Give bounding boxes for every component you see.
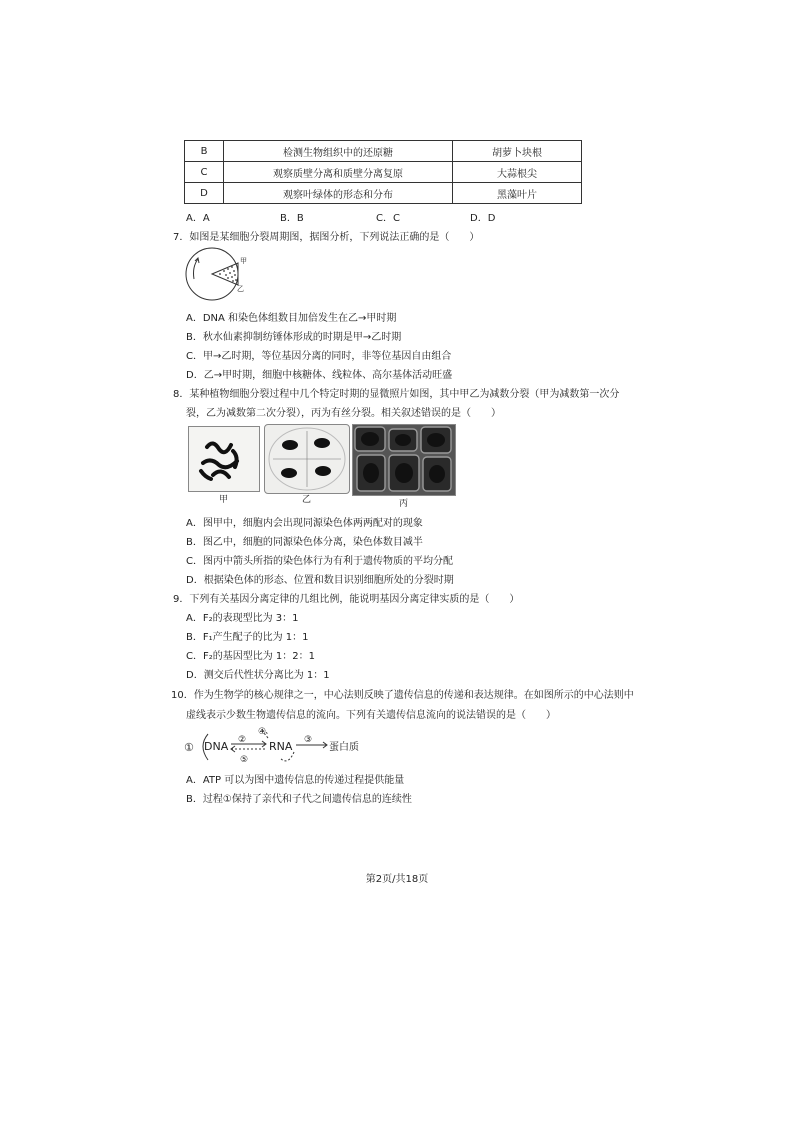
table-cell-option: D [185,183,224,204]
label-process-5: ⑤ [240,755,249,765]
table-row [185,162,582,183]
q10-stem-line2: 虚线表示少数生物遗传信息的流向。下列有关遗传信息流向的说法错误的是（ ） [186,710,556,721]
q8-stem-line2: 裂，乙为减数第二次分裂），丙为有丝分裂。相关叙述错误的是（ ） [186,408,501,419]
label-yi: 乙 [237,285,244,293]
q7-option-a: A．DNA 和染色体组数目加倍发生在乙→甲时期 [186,313,397,324]
page-footer: 第2页/共18页 [365,874,429,885]
central-dogma-diagram [184,724,374,766]
micrograph-bing [352,424,456,496]
q9-option-d: D．测交后代性状分离比为 1：1 [186,670,330,681]
table-cell-material: 大蒜根尖 [453,162,582,183]
table-cell-material: 胡萝卜块根 [453,141,582,162]
caption-bing: 丙 [399,499,409,509]
q8-stem-line1: 8．某种植物细胞分裂过程中几个特定时期的显微照片如图，其中甲乙为减数分裂（甲为减数第一次分 [173,389,620,400]
q8-option-d: D．根据染色体的形态、位置和数目识别细胞所处的分裂时期 [186,575,454,586]
table-row [185,183,582,204]
label-process-4: ④ [258,727,267,737]
q6-option-b: B．B [280,213,304,224]
label-rna: RNA [269,740,293,753]
q7-stem: 7．如图是某细胞分裂周期图，据图分析，下列说法正确的是（ ） [173,232,480,243]
q6-option-a: A．A [186,213,210,224]
label-protein: 蛋白质 [329,742,359,753]
table-cell-experiment: 观察质壁分离和质壁分离复原 [224,162,453,183]
options-table [184,140,582,204]
table-cell-experiment: 检测生物组织中的还原糖 [224,141,453,162]
micrograph-jia [188,426,260,492]
cell-cycle-diagram [180,245,260,305]
q9-option-b: B．F₁产生配子的比为 1：1 [186,632,309,643]
q8-option-c: C．图丙中箭头所指的染色体行为有利于遗传物质的平均分配 [186,556,453,567]
micrograph-yi [264,424,350,494]
q9-stem: 9．下列有关基因分离定律的几组比例，能说明基因分离定律实质的是（ ） [173,594,520,605]
q8-option-a: A．图甲中，细胞内会出现同源染色体两两配对的现象 [186,518,423,529]
table-cell-experiment: 观察叶绿体的形态和分布 [224,183,453,204]
table-cell-material: 黑藻叶片 [453,183,582,204]
label-process-1: ① [184,741,194,754]
label-jia: 甲 [240,257,247,265]
caption-jia: 甲 [219,495,229,505]
table-row [185,141,582,162]
q9-option-a: A．F₂的表现型比为 3：1 [186,613,299,624]
q7-option-b: B．秋水仙素抑制纺锤体形成的时期是甲→乙时期 [186,332,402,343]
caption-yi: 乙 [302,495,312,505]
label-process-3: ③ [304,735,313,745]
q10-option-b: B．过程①保持了亲代和子代之间遗传信息的连续性 [186,794,412,805]
label-dna: DNA [204,740,229,753]
q6-option-d: D．D [470,213,496,224]
table-cell-option: B [185,141,224,162]
label-process-2: ② [238,735,247,745]
q9-option-c: C．F₂的基因型比为 1：2：1 [186,651,316,662]
q6-option-c: C．C [376,213,400,224]
q8-option-b: B．图乙中，细胞的同源染色体分离，染色体数目减半 [186,537,423,548]
q10-option-a: A．ATP 可以为图中遗传信息的传递过程提供能量 [186,775,405,786]
q7-option-d: D．乙→甲时期，细胞中核糖体、线粒体、高尔基体活动旺盛 [186,370,453,381]
table-cell-option: C [185,162,224,183]
q10-stem-line1: 10．作为生物学的核心规律之一，中心法则反映了遗传信息的传递和表达规律。在如图所示的中心法则中 [171,690,634,701]
q7-option-c: C．甲→乙时期，等位基因分离的同时，非等位基因自由组合 [186,351,452,362]
